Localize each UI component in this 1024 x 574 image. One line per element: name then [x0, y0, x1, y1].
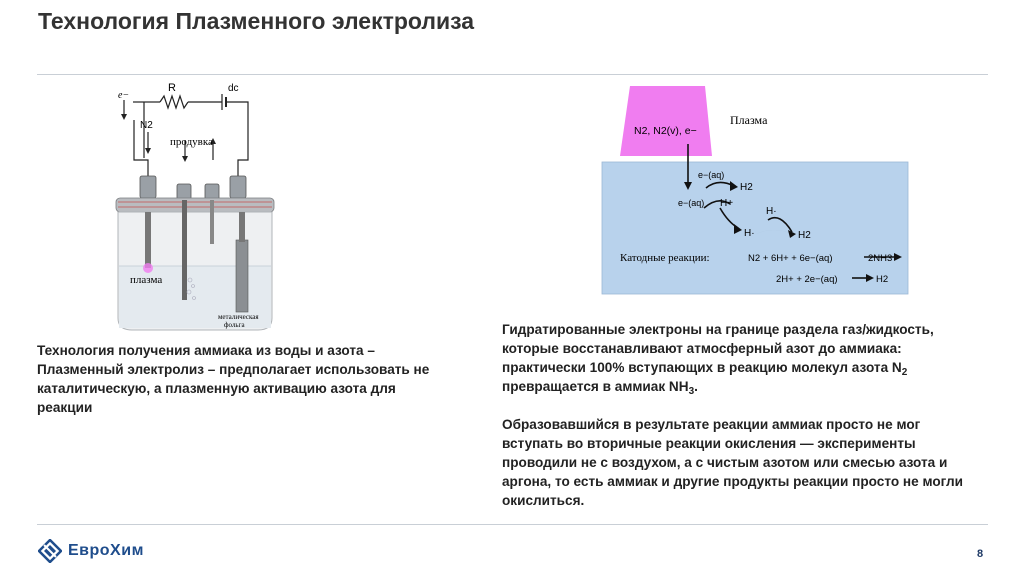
right-text-line: Образовавшийся в результате реакции аммиак просто не мог — [502, 417, 921, 432]
reaction-2-rhs: H2 — [876, 274, 889, 285]
right-text-line: вступать во вторичные реакции окисления — эксперименты — [502, 436, 916, 451]
right-text-line — [502, 377, 963, 396]
electron-aq-mid: e−(aq) — [678, 198, 705, 208]
reaction-1-lhs: N2 + 6H+ + 6e−(aq) — [748, 253, 833, 264]
foil-label-line1: металическая — [218, 313, 259, 321]
electron-label: e− — [118, 90, 130, 101]
left-text-line: Технология получения аммиака из воды и азота – — [37, 343, 375, 358]
right-text-line: аргона, то есть аммиак и другие продукты реакции просто не могли — [502, 474, 963, 489]
right-description — [502, 320, 963, 510]
h-radical-right: H· — [766, 206, 777, 217]
plasma-title: Плазма — [730, 113, 768, 127]
subscript: 3 — [688, 386, 695, 397]
h2-top: H2 — [740, 182, 753, 193]
bottom-divider — [37, 524, 988, 525]
left-text-line: реакции — [37, 400, 93, 415]
plasma-reaction-diagram — [600, 84, 912, 296]
electrolysis-cell-figure — [110, 80, 290, 342]
reaction-2-lhs: 2H+ + 2e−(aq) — [776, 274, 838, 285]
plasma-label: плазма — [130, 274, 163, 286]
h-plus: H+ — [720, 198, 734, 209]
purge-label: продувка — [170, 136, 213, 148]
left-text-line: каталитическую, а плазменную активацию азота для — [37, 381, 396, 396]
foil-label-line2: фольга — [224, 321, 245, 329]
right-text-fragment: практически 100% вступающих в реакцию молекул азота N — [502, 360, 902, 375]
eurochem-logo-icon — [38, 539, 62, 563]
right-text-line: Гидратированные электроны на границе раздела газ/жидкость, — [502, 322, 934, 337]
cathode-reactions-label: Катодные реакции: — [620, 252, 710, 264]
plasma-source-label: N2, N2(v), e− — [634, 125, 697, 137]
page-title: Технология Плазменного электролиза — [38, 8, 475, 34]
dc-label: dc — [228, 83, 239, 94]
right-text-line: проводили не с воздухом, а с чистым азотом или смесью азота и — [502, 455, 948, 470]
h-radical-left: H· — [744, 228, 755, 239]
right-text-line — [502, 358, 963, 377]
left-text-line: Плазменный электролиз – предполагает использовать не — [37, 362, 430, 377]
electron-aq-top: e−(aq) — [698, 170, 725, 180]
company-logo — [38, 539, 144, 563]
right-text-fragment: . — [694, 379, 698, 394]
logo-text: ЕвроХим — [68, 542, 144, 559]
subscript: 2 — [901, 367, 908, 378]
resistor-label: R — [168, 82, 176, 94]
top-divider — [37, 74, 988, 75]
left-description — [37, 341, 429, 417]
right-text-fragment: превращается в аммиак NH — [502, 379, 689, 394]
page-number: 8 — [977, 548, 984, 560]
n2-label: N2 — [140, 120, 153, 131]
reaction-1-rhs: 2NH3 — [868, 253, 893, 264]
right-text-line: которые восстанавливают атмосферный азот до аммиака: — [502, 341, 902, 356]
right-text-line: окислиться. — [502, 493, 585, 508]
h2-mid: H2 — [798, 230, 811, 241]
